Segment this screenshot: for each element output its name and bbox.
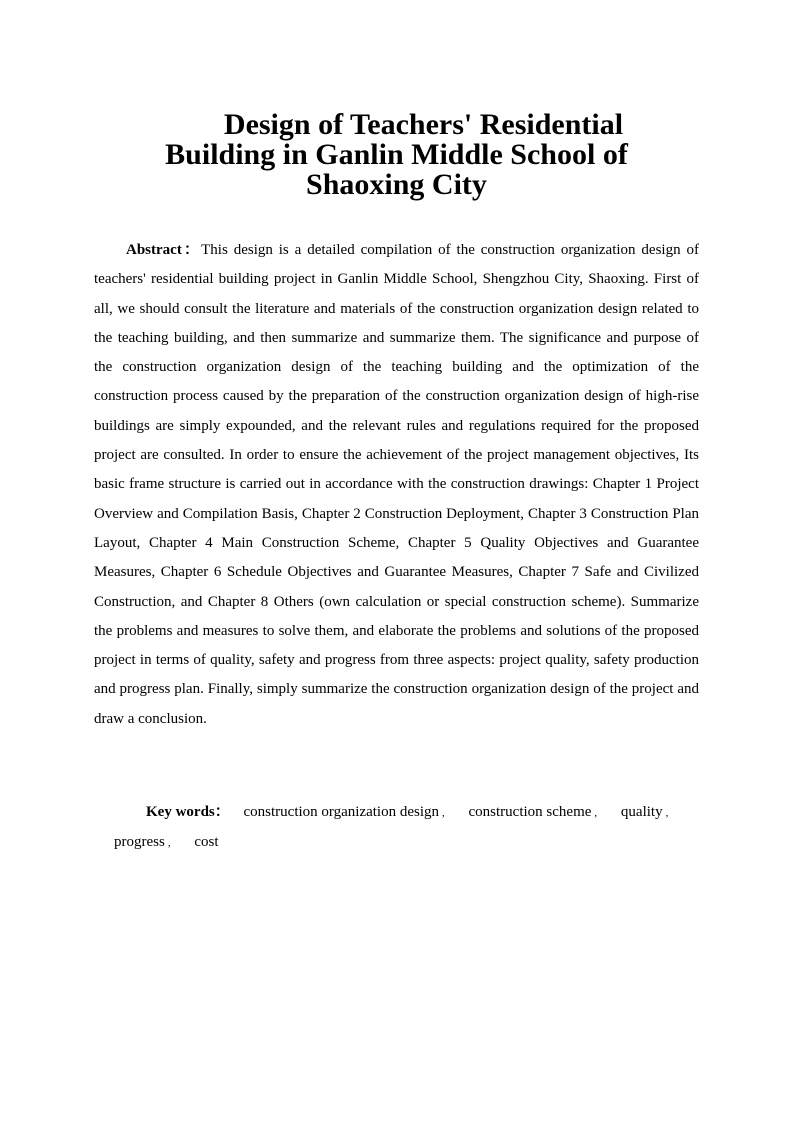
keywords-label: Key words：	[146, 804, 230, 820]
keyword-item: quality ,	[620, 804, 669, 820]
title-line-2: Building in Ganlin Middle School of	[165, 138, 628, 171]
keyword-item: construction organization design ,	[243, 804, 445, 820]
title-line-1: Design of Teachers' Residential	[223, 108, 624, 141]
keyword-item: construction scheme ,	[468, 804, 598, 820]
keyword-item: cost	[194, 834, 219, 851]
keyword-item: progress ,	[114, 834, 171, 851]
abstract-label: Abstract：	[126, 242, 202, 258]
abstract-paragraph	[94, 236, 699, 734]
abstract-text: This design is a detailed compilation of the construction organization design of teachers' residential building project in Ganlin Middle School, Shengzhou City, Shaoxing. First of all, we should consult the literature and materials of the construction organization design related to the teaching building, and then summarize and summarize them. The significance and purpose of the construction organization design of the teaching building and the optimization of the construction process caused by the preparation of the construction organization design of high-rise buildings are simply expounded, and the relevant rules and regulations required for the proposed project are consulted. In order to ensure the achievement of the project management objectives, Its basic frame structure is carried out in accordance with the construction drawings: Chapter 1 Project Overview and Compilation Basis, Chapter 2 Construction Deployment, Chapter 3 Construction Plan Layout, Chapter 4 Main Construction Scheme, Chapter 5 Quality Objectives and Guarantee Measures, Chapter 6 Schedule Objectives and Guarantee Measures, Chapter 7 Safe and Civilized Construction, and Chapter 8 Others (own calculation or special construction scheme). Summarize the problems and measures to solve them, and elaborate the problems and solutions of the proposed project in terms of quality, safety and progress from three aspects: project quality, safety production and progress plan. Finally, simply summarize the construction organization design of the project and draw a conclusion.	[94, 242, 699, 727]
title-line-3: Shaoxing City	[306, 168, 487, 201]
keywords-paragraph	[114, 798, 699, 859]
keyword-separator: ,	[167, 837, 171, 850]
document-title	[120, 110, 673, 200]
keyword-separator: ,	[665, 807, 669, 819]
keyword-separator: ,	[442, 807, 445, 819]
keyword-separator: ,	[594, 807, 598, 819]
